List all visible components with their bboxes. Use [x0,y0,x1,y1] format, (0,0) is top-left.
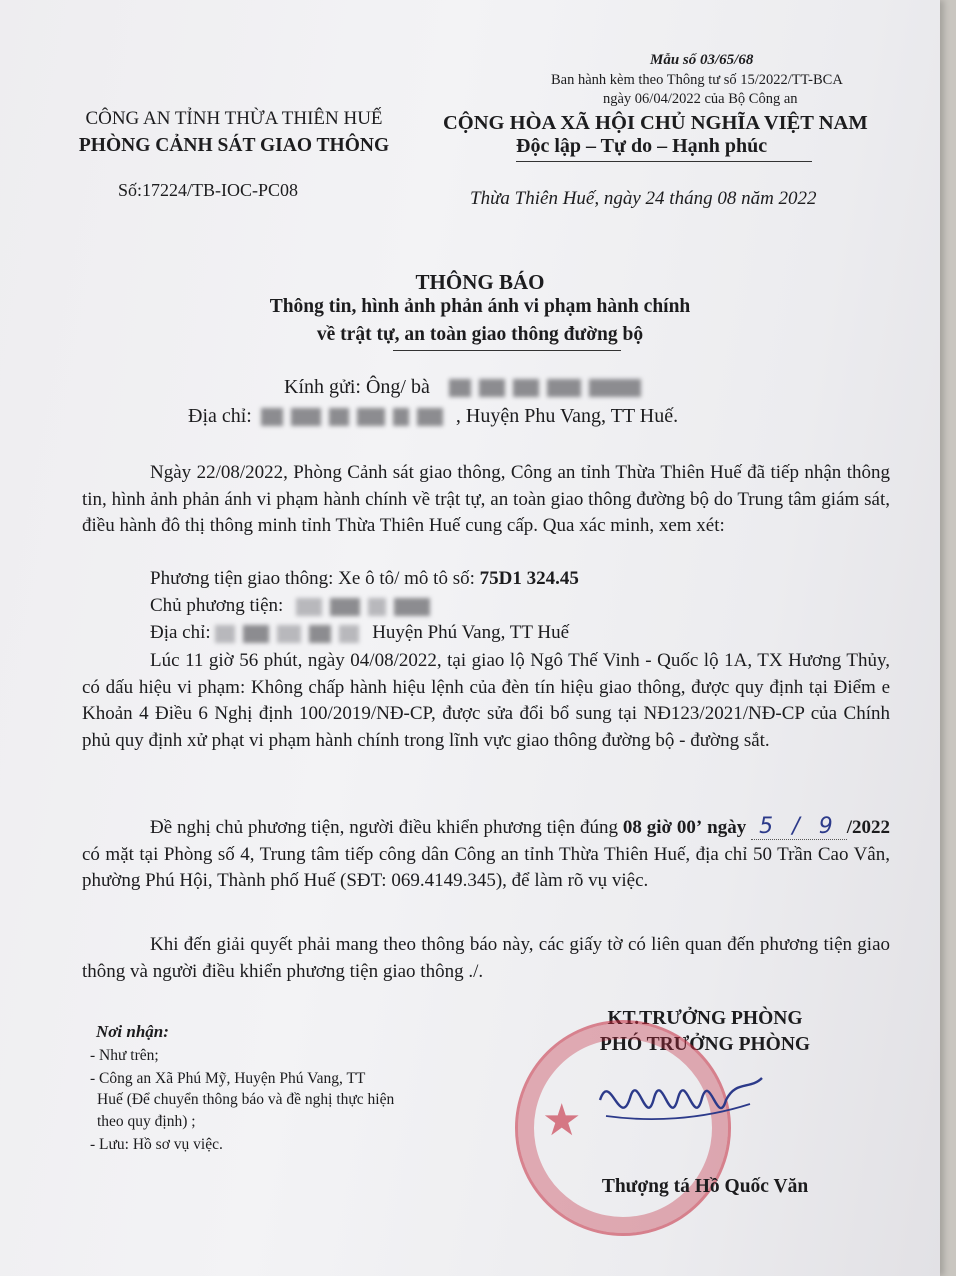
redacted-name [449,376,649,398]
notice-subtitle-2: về trật tự, an toàn giao thông đường bộ [316,324,644,345]
owner-address-label: Địa chỉ: [150,622,211,643]
owner-line [150,595,438,617]
notice-subtitle-1: Thông tin, hình ảnh phản ánh vi phạm hành chính [269,296,691,317]
paragraph-intro: Ngày 22/08/2022, Phòng Cảnh sát giao thông, Công an tỉnh Thừa Thiên Huế đã tiếp nhận thông tin, hình ảnh phản ánh vi phạm hành chính về trật tự, an toàn giao thông đường bộ do Trung tâm giám sát, điều hành đô thị thông minh tỉnh Thừa Thiên Huế cung cấp. Qua xác minh, xem xét: [82,462,890,536]
vehicle-label: Phương tiện giao thông: Xe ô tô/ mô tô số: [150,568,480,589]
redacted-address [261,405,456,427]
appointment-time: 08 giờ 00’ [622,817,703,838]
seal-star-icon: ★ [542,1096,582,1145]
recipient-line [284,376,649,399]
redacted-owner-address [215,622,372,643]
signer-title-1: KT.TRƯỞNG PHÒNG [607,1008,803,1029]
issued-line-2: ngày 06/04/2022 của Bộ Công an [603,91,798,107]
recipient-label: Kính gửi: Ông/ bà [284,376,430,398]
owner-address-tail: Huyện Phú Vang, TT Huế [372,622,570,643]
vehicle-line [150,568,579,590]
owner-label: Chủ phương tiện: [150,595,284,616]
recipient-item-2c: theo quy định) ; [97,1113,196,1130]
signature [590,1060,770,1140]
document-number: Số:17224/TB-IOC-PC08 [118,180,299,200]
place-date: Thừa Thiên Huế, ngày 24 tháng 08 năm 2022 [470,188,817,209]
form-number: Mẫu số 03/65/68 [650,52,754,68]
recipient-item-2a: - Công an Xã Phú Mỹ, Huyện Phú Vang, TT [90,1070,366,1087]
signer-title-2: PHÓ TRƯỞNG PHÒNG [599,1034,811,1055]
title-underline [393,350,621,351]
notice-title: THÔNG BÁO [415,270,545,294]
signer-name: Thượng tá Hồ Quốc Văn [601,1176,809,1197]
paragraph-closing: Khi đến giải quyết phải mang theo thông báo này, các giấy tờ có liên quan đến phương tiện giao thông và người điều khiển phương tiện giao thông ./. [82,934,890,982]
motto: Độc lập – Tự do – Hạnh phúc [516,135,768,157]
agency-name: PHÒNG CẢNH SÁT GIAO THÔNG [78,135,390,156]
plate-number: 75D1 324.45 [479,568,579,589]
recipient-address-line [188,405,678,428]
recipient-item-2b: Huế (Để chuyển thông báo và đề nghị thực hiện [97,1091,395,1108]
day-label: ngày [707,817,747,838]
appointment-year: /2022 [846,817,891,838]
paragraph-request: Đề nghị chủ phương tiện, người điều khiển phương tiện đúng 08 giờ 00’ ngày 5 / 9 /2022 có mặt tại Phòng số 4, Trung tâm tiếp công dân Công an tỉnh Thừa Thiên Huế, địa chỉ 50 Trần Cao Vân, phường Phú Hội, Thành phố Huế (SĐT: 069.4149.345), để làm rõ vụ việc. [82,814,891,891]
issued-line-1: Ban hành kèm theo Thông tư số 15/2022/TT-BCA [551,72,843,88]
redacted-owner [296,595,438,616]
paragraph-violation: Lúc 11 giờ 56 phút, ngày 04/08/2022, tại giao lộ Ngô Thế Vinh - Quốc lộ 1A, TX Hương Thủy, có dấu hiệu vi phạm: Không chấp hành hiệu lệnh của đèn tín hiệu giao thông, được quy định tại Điểm e Khoản 4 Điều 6 Nghị định 100/2019/NĐ-CP, được sửa đổi bổ sung tại NĐ123/2021/NĐ-CP của Chính phủ quy định xử phạt vi phạm hành chính trong lĩnh vực giao thông đường bộ - đường sắt. [82,650,890,751]
address-tail: , Huyện Phu Vang, TT Huế. [455,405,679,427]
address-label: Địa chỉ: [188,405,252,427]
agency-parent: CÔNG AN TỈNH THỪA THIÊN HUẾ [85,108,383,129]
country-name: CỘNG HÒA XÃ HỘI CHỦ NGHĨA VIỆT NAM [443,112,868,134]
recipient-item-1: - Như trên; [90,1047,159,1064]
motto-underline [516,161,812,162]
handwritten-date: 5 / 9 [751,814,847,840]
recipient-item-3: - Lưu: Hồ sơ vụ việc. [90,1136,223,1153]
recipients-title: Nơi nhận: [96,1022,169,1041]
owner-address-line [150,622,569,644]
